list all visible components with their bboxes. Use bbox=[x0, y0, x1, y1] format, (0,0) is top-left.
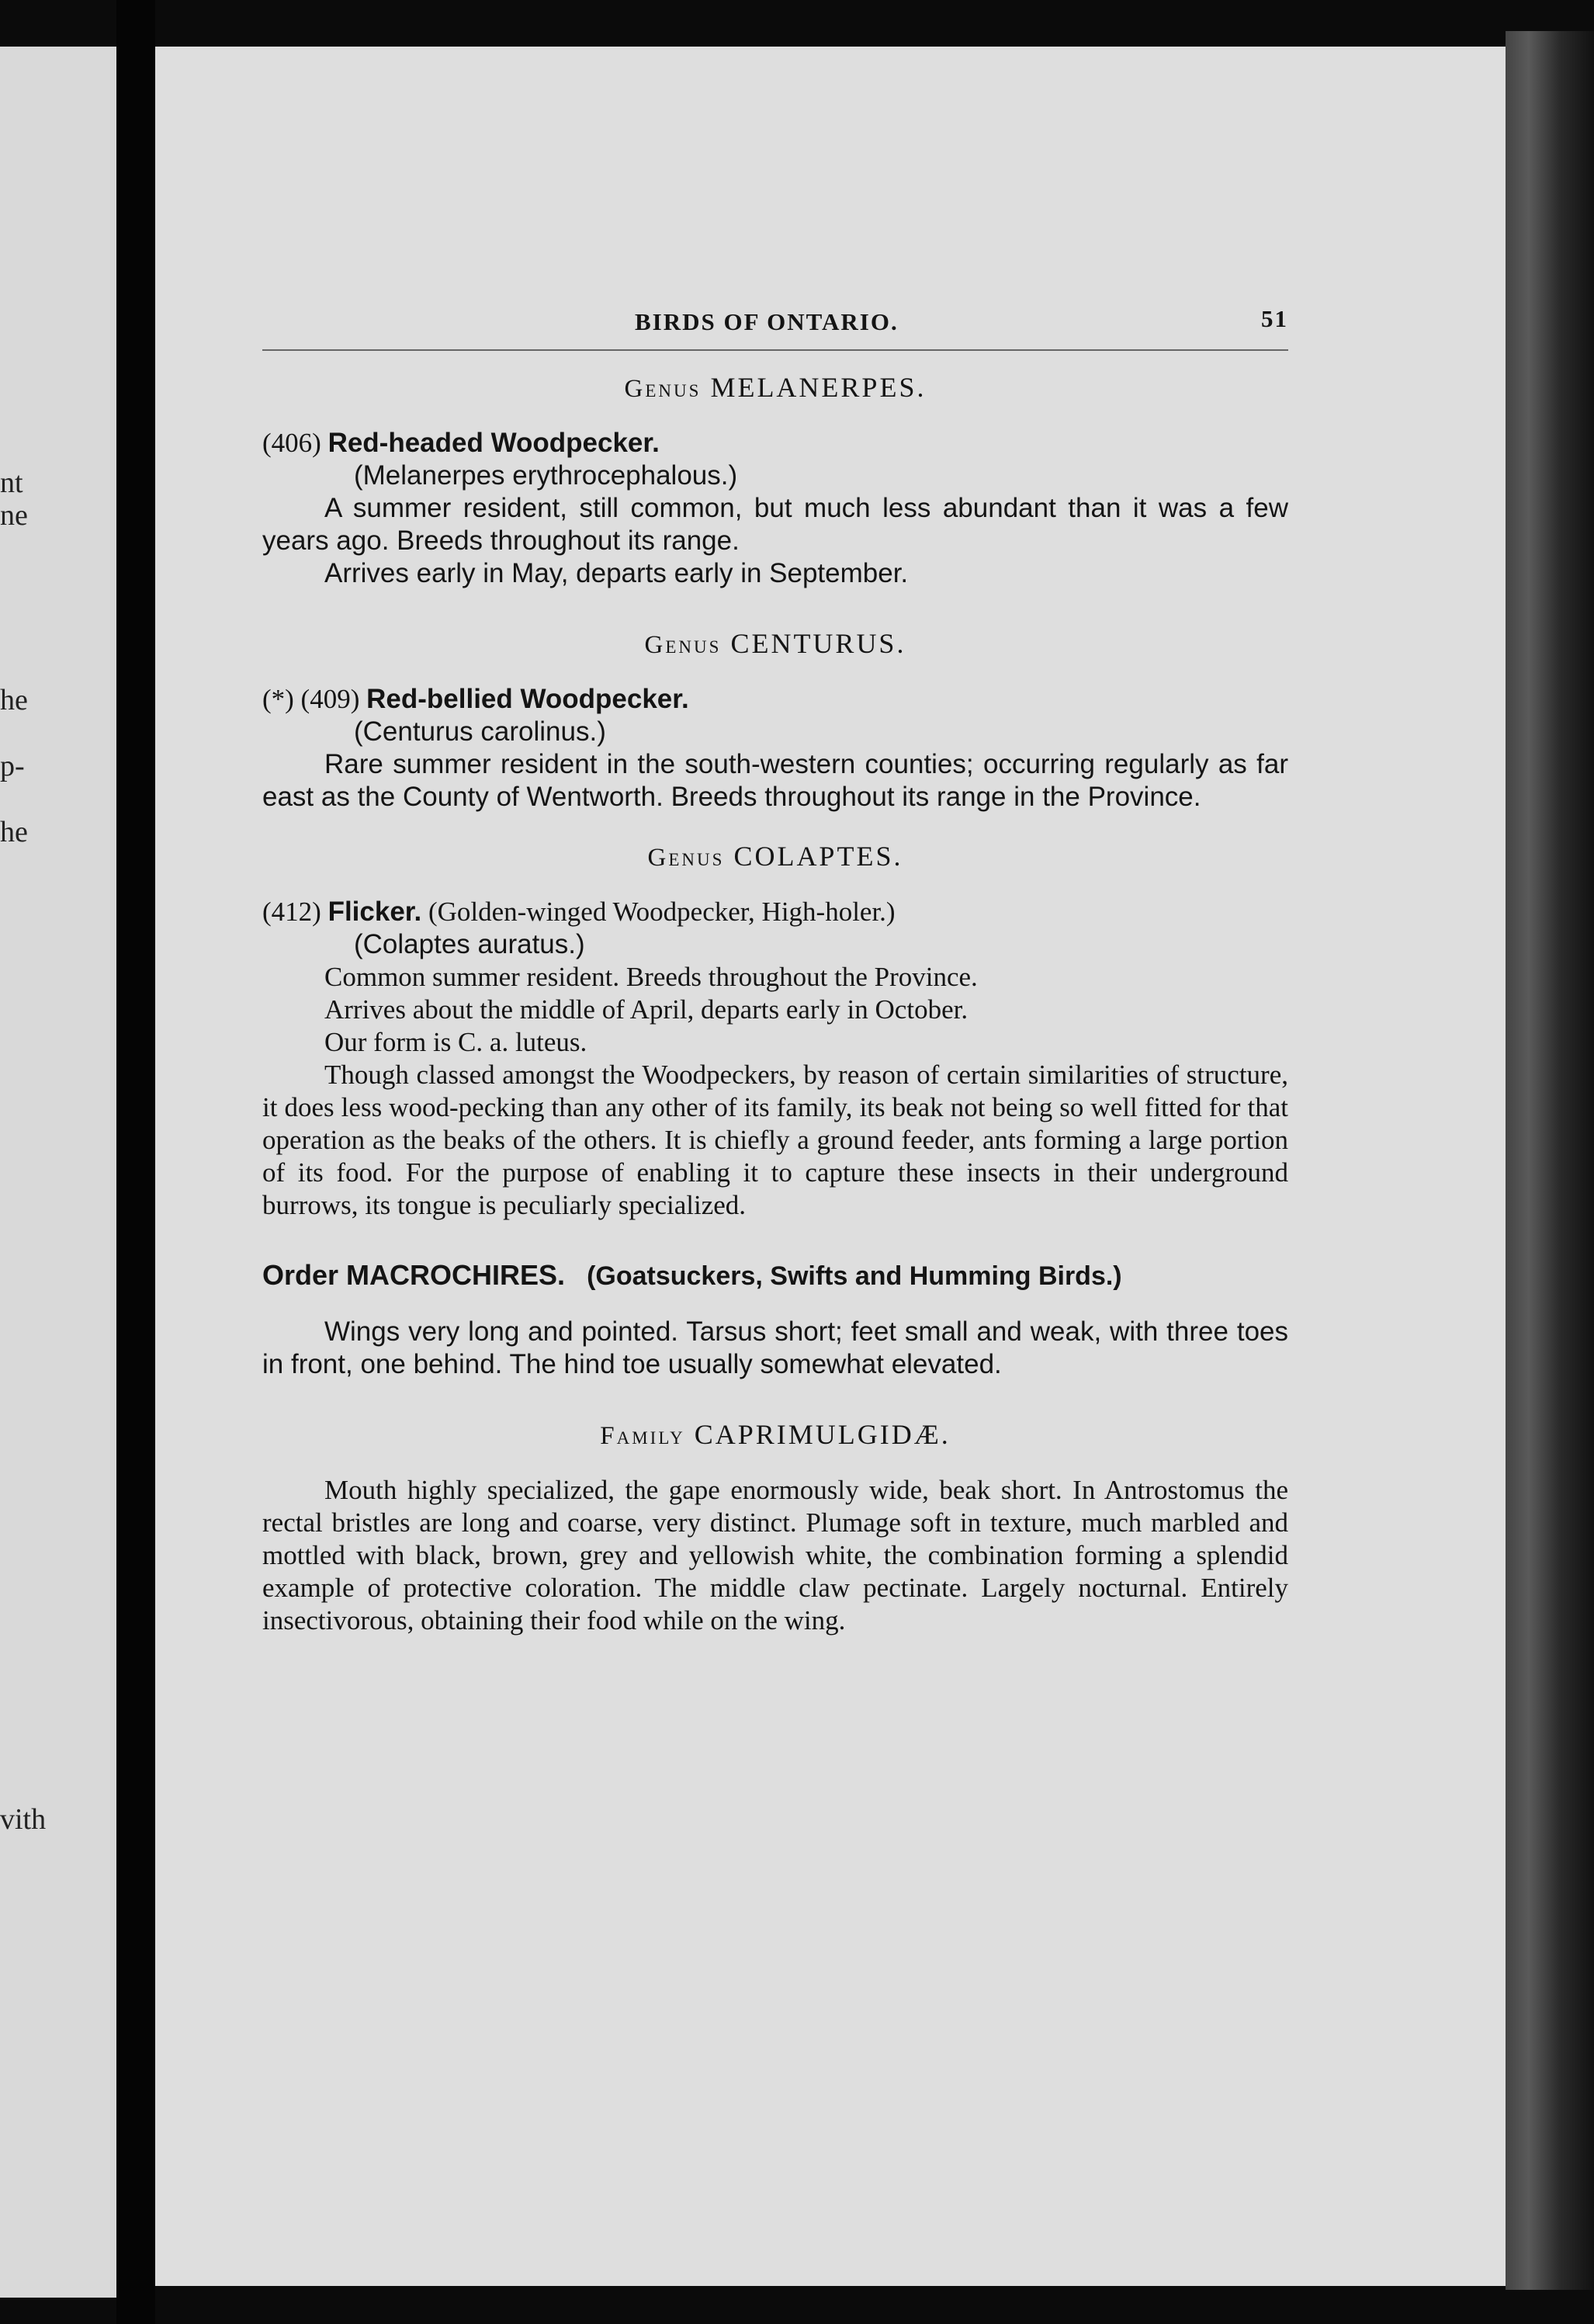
header-rule bbox=[262, 349, 1288, 351]
species-name: Red-headed Woodpecker. bbox=[327, 428, 660, 458]
genus-name: MELANERPES. bbox=[710, 372, 927, 403]
book-edge bbox=[1506, 31, 1594, 2290]
species-alt-names: (Golden-winged Woodpecker, High-holer.) bbox=[428, 897, 896, 927]
species-status: Common summer resident. Breeds throughout the Province. bbox=[324, 962, 978, 992]
order-description: Wings very long and pointed. Tarsus short; feet small and weak, with three toes in front, one behind. The hind toe usually somewhat elevated. bbox=[262, 1316, 1288, 1379]
species-description: Though classed amongst the Woodpeckers, by reason of certain similarities of structure, it does less wood-pecking than any other of its family, its beak not being so well fitted for that operation as the beaks of the others. It is chiefly a ground feeder, ants forming a large portion of its food. For the purpose of enabling it to capture these insects in their underground burrows, its tongue is peculiarly specialized. bbox=[262, 1060, 1288, 1220]
running-head bbox=[262, 295, 1288, 342]
facing-page-fragment: nt bbox=[0, 467, 23, 499]
species-form: Our form is C. a. luteus. bbox=[324, 1027, 587, 1057]
family-name: CAPRIMULGIDÆ. bbox=[694, 1419, 951, 1450]
genus-name: COLAPTES. bbox=[733, 841, 903, 872]
species-heading bbox=[262, 683, 1288, 716]
genus-heading bbox=[262, 840, 1288, 874]
facing-page-fragment: ne bbox=[0, 499, 28, 532]
species-number: (412) bbox=[262, 897, 321, 927]
species-description: Rare summer resident in the south-western counties; occurring regularly as far east as the County of Wentworth. Breeds throughout its range in the Province. bbox=[262, 749, 1288, 812]
species-latin: (Centurus carolinus.) bbox=[354, 716, 606, 747]
genus-heading bbox=[262, 627, 1288, 661]
facing-page-fragment: vith bbox=[0, 1803, 47, 1836]
species-number: (*) (409) bbox=[262, 684, 360, 714]
species-heading bbox=[262, 896, 1288, 928]
book-gutter bbox=[116, 0, 155, 2324]
facing-page-fragment: he bbox=[0, 816, 28, 848]
page-number: 51 bbox=[1261, 305, 1288, 332]
facing-page-edge bbox=[0, 47, 116, 2298]
species-name: Red-bellied Woodpecker. bbox=[366, 684, 689, 714]
facing-page-fragment: p- bbox=[0, 750, 25, 782]
family-label: Family bbox=[600, 1422, 685, 1450]
family-heading bbox=[262, 1418, 1288, 1452]
species-description: A summer resident, still common, but much less abundant than it was a few years ago. Breeds throughout its range. bbox=[262, 493, 1288, 556]
species-name: Flicker. bbox=[327, 897, 422, 927]
species-migration: Arrives early in May, departs early in September. bbox=[324, 558, 909, 588]
order-subtitle: (Goatsuckers, Swifts and Humming Birds.) bbox=[587, 1261, 1122, 1291]
species-number: (406) bbox=[262, 428, 321, 458]
genus-label: Genus bbox=[624, 375, 702, 403]
genus-name: CENTURUS. bbox=[730, 628, 906, 659]
page-content bbox=[262, 295, 1288, 1637]
species-latin: (Melanerpes erythrocephalous.) bbox=[354, 460, 738, 491]
species-heading bbox=[262, 427, 1288, 460]
facing-page-fragment: he bbox=[0, 684, 28, 716]
order-label: Order MACROCHIRES. bbox=[262, 1259, 566, 1291]
species-latin: (Colaptes auratus.) bbox=[354, 929, 585, 959]
genus-heading bbox=[262, 371, 1288, 405]
species-migration: Arrives about the middle of April, departs early in October. bbox=[324, 994, 969, 1025]
genus-label: Genus bbox=[647, 844, 725, 872]
genus-label: Genus bbox=[644, 631, 722, 659]
running-head-title: BIRDS OF ONTARIO. bbox=[635, 308, 899, 335]
order-heading bbox=[262, 1259, 1288, 1292]
family-description: Mouth highly specialized, the gape enormously wide, beak short. In Antrostomus the rectal bristles are long and coarse, very distinct. Plumage soft in texture, much marbled and mottled with black, brown, grey and yellowish white, the combination forming a splendid example of protective coloration. The middle claw pectinate. Largely nocturnal. Entirely insectivorous, obtaining their food while on the wing. bbox=[262, 1475, 1288, 1635]
